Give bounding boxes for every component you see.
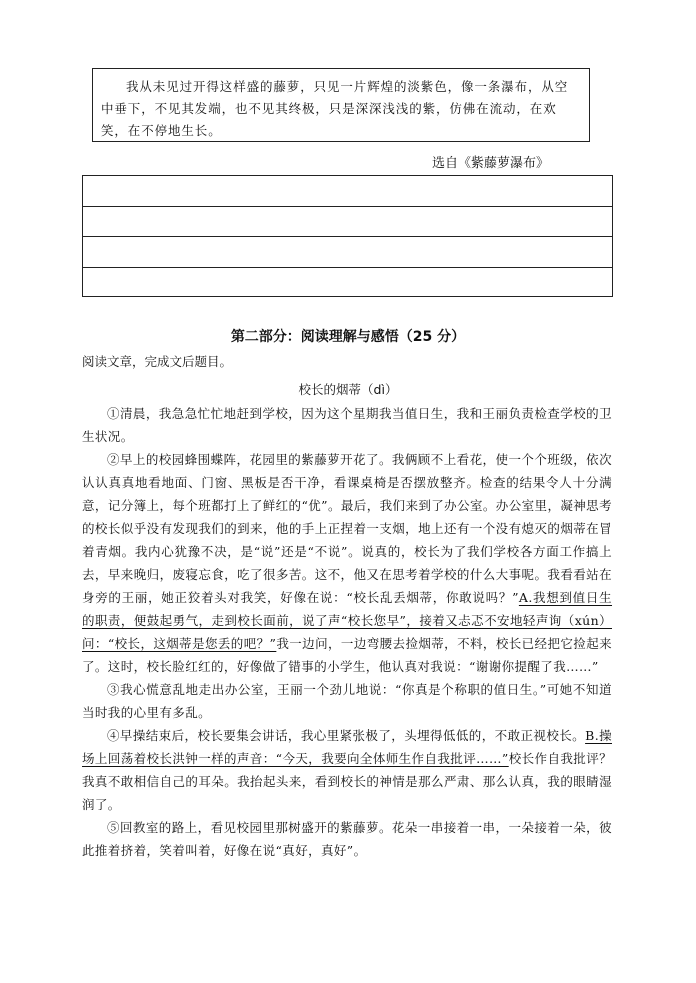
section-title: 第二部分：阅读理解与感悟（25 分） [230, 329, 466, 345]
paragraph-4-text-b: 校长作自我批评？我真不敢相信自己的耳朵。我抬起头来，看到校长的神情是那么严肃、那么认真，我的眼睛湿润了。 [82, 751, 613, 812]
quote-text: 我从未见过开得这样盛的藤萝，只见一片辉煌的淡紫色，像一条瀑布，从空中垂下，不见其发端，也不见其终极，只是深深浅浅的紫，仿佛在流动，在欢笑，在不停地生长。 [101, 79, 569, 138]
paragraph-2 [82, 448, 612, 678]
paragraph-2-text-a: ②早上的校园蜂围蝶阵，花园里的紫藤萝开花了。我俩顾不上看花，使一个个班级，依次认认真真地看地面、门窗、黑板是否干净，看课桌椅是否摆放整齐。检查的结果令人十分满意，记分簿上，每个班都打上了鲜红的“优”。最后，我们来到了办公室。办公室里，凝神思考的校长似乎没有发现我们的到来，他的手上正捏着一支烟，地上还有一个没有熄灭的烟蒂在冒着青烟。我内心犹豫不决，是“说”还是“不说”。说真的，校长为了我们学校各方面工作搞上去，早来晚归，废寝忘食，吃了很多苦。这不，他又在思考着学校的什么大事呢。我看看站在身旁的王丽，她正狡着头对我笑，好像在说：“校长乱丢烟蒂，你敢说吗？” [82, 452, 612, 605]
section-instruction: 阅读文章，完成文后题目。 [82, 354, 233, 369]
quote-box [92, 68, 590, 142]
paragraph-1: ①清晨，我急急忙忙地赶到学校，因为这个星期我当值日生，我和王丽负责检查学校的卫生状况。 [82, 406, 612, 444]
paragraph-4-text-a: ④早操结束后，校长要集会讲话，我心里紧张极了，头埋得低低的，不敢正视校长。 [107, 728, 586, 743]
answer-line [83, 206, 612, 207]
article-body [82, 402, 612, 862]
article-title: 校长的烟蒂（dì） [298, 382, 398, 397]
paragraph-3: ③我心慌意乱地走出办公室，王丽一个劲儿地说：“你真是个称职的值日生。”可她不知道当时我的心里有多乱。 [82, 682, 612, 720]
underlined-sentence-a: A.我想到值日生的职责，便鼓起勇气，走到校长面前，说了声“校长您早”，接着又忐忑不安地轻声询（xún）问：“校长，这烟蒂是您丢的吧？” [82, 590, 613, 651]
quote-source: 选自《紫藤萝瀑布》 [432, 156, 550, 171]
underlined-sentence-b: B.操场上回荡着校长洪钟一样的声音：“今天，我要向全体师生作自我批评……” [82, 728, 612, 766]
answer-lines-box[interactable] [82, 175, 613, 297]
answer-line [83, 267, 612, 268]
paragraph-2-text-b: 我一边问，一边弯腰去捡烟蒂，不料，校长已经把它捡起来了。这时，校长脸红红的，好像做了错事的小学生，他认真对我说：“谢谢你提醒了我……” [82, 636, 613, 674]
paragraph-5: ⑤回教室的路上，看见校园里那树盛开的紫藤萝。花朵一串接着一串，一朵接着一朵，彼此推着挤着，笑着叫着，好像在说“真好，真好”。 [82, 820, 612, 858]
paragraph-4 [82, 724, 612, 816]
answer-line [83, 236, 612, 237]
